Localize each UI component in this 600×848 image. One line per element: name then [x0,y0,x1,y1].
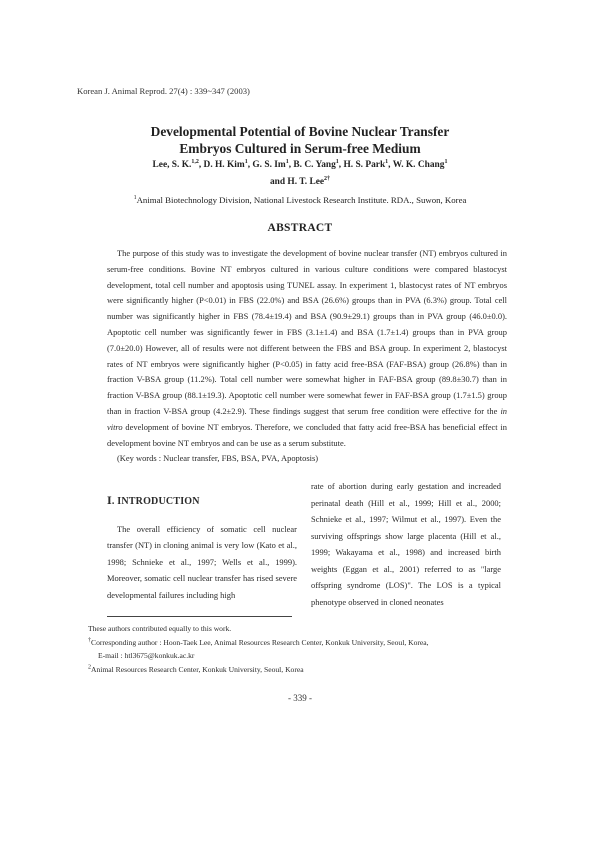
author-name: D. H. Kim [203,160,245,170]
introduction-paragraph-continued: rate of abortion during early gestation and increaded perinatal death (Hill et al., 1999; Hill et al., 2000; Schnieke et al., 1997; Wilmut et al., 1997). Even the surviving offsprings show large placenta (Hill et al., 1999; Wakayama et al., 1998) and increased birth weights (Eggan et al., 2001) referred to as "large offspring syndrome (LOS)". The LOS is a typical phenotype observed in cloned neonates [311,481,501,607]
author-name: H. T. Lee [287,177,325,187]
abstract-text-end: development of bovine NT embryos. Therefore, we concluded that fatty acid free-BSA has beneficial effect in development bovine NT embryos and can be use as a serum substitute. [107,421,507,448]
author-list-last [70,177,530,187]
introduction-paragraph: The overall efficiency of somatic cell nuclear transfer (NT) in cloning animal is very low (Kato et al., 1998; Schnieke et al., 1997; Wells et al., 1999). Moreover, somatic cell nuclear transfer has rised severe developmental failures including high [107,523,297,600]
author-name: H. S. Park [343,160,386,170]
author-name: B. C. Yang [293,160,336,170]
author-name: W. K. Chang [392,160,445,170]
abstract-heading: ABSTRACT [267,222,333,234]
footnote-divider [107,616,292,617]
footnote-mark: 2 [88,664,91,671]
abstract-italic-term: in vitro [107,405,508,432]
footnote-mark: † [88,637,91,644]
author-affiliation-mark: 1 [335,158,339,165]
footnote-equal-contribution: These authors contributed equally to this work. [88,624,232,633]
footnote-affiliation-2: $^2$Animal Resources Research Center, Konkuk University, Seoul, Korea [88,664,304,674]
author-affiliation [60,195,540,205]
author-name: Lee, S. K. [152,160,192,170]
introduction-column-left [107,478,297,603]
author-joiner: and [269,177,286,187]
author-affiliation-mark: 1 [444,158,448,165]
author-name: G. S. Im [252,160,286,170]
footnote-email: E-mail : htl3675@konkuk.ac.kr [98,651,195,661]
affiliation-text: Animal Biotechnology Division, National Livestock Research Institute. RDA., Suwon, Korea [136,195,467,205]
footnote-corresponding-author: †Corresponding author : Hoon-Taek Lee, Animal Resources Research Center, Konkuk University, Seoul, Korea, [88,637,429,647]
footnotes [88,622,528,676]
affiliation-mark: 1 [133,195,137,202]
introduction-heading: Ⅰ. INTRODUCTION [107,496,200,507]
introduction-column-right [311,478,501,610]
author-affiliation-mark: 2† [324,175,331,182]
keywords: (Key words : Nuclear transfer, FBS, BSA, PVA, Apoptosis) [117,453,319,463]
author-affiliation-mark: 1 [244,158,248,165]
article-title-line-2: Embryos Cultured in Serum-free Medium [179,141,421,156]
author-affiliation-mark: 1,2 [191,158,199,165]
page-number: - 339 - [288,693,312,703]
author-affiliation-mark: 1 [285,158,289,165]
author-affiliation-mark: 1 [385,158,389,165]
article-title-line-1: Developmental Potential of Bovine Nuclear Transfer [150,124,450,139]
abstract-text: The purpose of this study was to investigate the development of bovine nuclear transfer (NT) embryos cultured in serum-free conditions. Bovine NT embryos cultured in various culture conditions were compared blastocyst development, total cell number and apoptosis using TUNEL assay. In experiment 1, blastocyst rates of NT embryos were significantly higher (P<0.01) in FBS (22.0%) and BSA (26.6%) groups than in PVA (6.3%) group. Total cell number was significantly higher in FBS (78.4±19.4) and BSA (90.9±29.1) groups than in PVA group (46.0±0.0). Apoptotic cell number was significantly fewer in FBS (3.1±1.4) and BSA (1.7±1.4) groups than in PVA group (7.0±20.0) However, all of results were not different between the FBS and BSA group. In experiment 2, blastocyst rates of NT embryos were significantly higher (P<0.05) in fatty acid free-BSA (FAF-BSA) group (26.8%) than in fraction V-BSA group (11.2%). Total cell number were somewhat higher in FAF-BSA group (89.8±30.7) than in fraction V-BSA group (88.1±19.3). Apoptotic cell number were somewhat fewer in FAF-BSA group (1.7±1.5) group than in fraction V-BSA group (4.2±2.9). These findings suggest that serum free condition were effective for the [107,248,507,416]
abstract-body [107,246,507,451]
journal-reference: Korean J. Animal Reprod. 27(4) : 339~347 (2003) [77,86,250,96]
author-list: Lee, S. K.$^{1,2}$, D. H. Kim$^1$, G. S. Im$^1$, B. C. Yang$^1$, H. S. Park$^1$, W. K. Chang$^1$ [152,158,448,170]
